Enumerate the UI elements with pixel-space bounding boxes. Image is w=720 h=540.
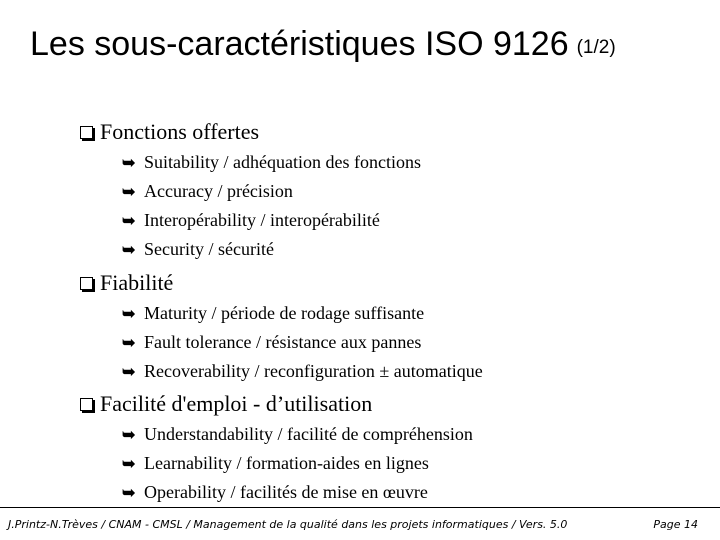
list-item-text: Fault tolerance / résistance aux pannes (144, 332, 422, 352)
curved-arrow-icon: ➥ (122, 427, 136, 444)
list-item (122, 328, 483, 357)
slide-title-main: Les sous-caractéristiques ISO 9126 (30, 25, 569, 63)
list-item (122, 420, 473, 449)
list-item (122, 148, 421, 177)
curved-arrow-icon: ➥ (122, 485, 136, 502)
list-item (122, 177, 421, 206)
section-list-fonctions (122, 148, 421, 264)
footer-divider (0, 507, 720, 508)
section-heading-text: Fonctions offertes (100, 119, 260, 144)
slide-title (30, 22, 710, 72)
list-item (122, 357, 483, 386)
list-item-text: Interopérability / interopérabilité (144, 210, 380, 230)
curved-arrow-icon: ➥ (122, 335, 136, 352)
curved-arrow-icon: ➥ (122, 184, 136, 201)
list-item-text: Operability / facilités de mise en œuvre (144, 482, 428, 502)
list-item-text: Understandability / facilité de compréhension (144, 424, 473, 444)
checkbox-icon (80, 398, 93, 411)
footer-credits: J.Printz-N.Trèves / CNAM - CMSL / Management de la qualité dans les projets informatiques / Vers. 5.0 (8, 518, 568, 531)
list-item-text: Suitability / adhéquation des fonctions (144, 152, 421, 172)
list-item (122, 206, 421, 235)
page-number: Page 14 (653, 518, 698, 531)
section-heading-text: Fiabilité (100, 270, 174, 295)
list-item-text: Recoverability / reconfiguration ± automatique (144, 361, 483, 381)
curved-arrow-icon: ➥ (122, 306, 136, 323)
slide-title-part: (1/2) (576, 37, 616, 58)
list-item-text: Security / sécurité (144, 239, 274, 259)
curved-arrow-icon: ➥ (122, 364, 136, 381)
list-item-text: Learnability / formation-aides en lignes (144, 453, 429, 473)
section-list-facilite (122, 420, 473, 507)
curved-arrow-icon: ➥ (122, 155, 136, 172)
section-list-fiabilite (122, 299, 483, 386)
curved-arrow-icon: ➥ (122, 242, 136, 259)
checkbox-icon (80, 277, 93, 290)
section-heading-fonctions (80, 119, 259, 145)
section-heading-facilite (80, 391, 372, 417)
section-heading-text: Facilité d'emploi - d’utilisation (100, 391, 373, 416)
curved-arrow-icon: ➥ (122, 456, 136, 473)
list-item (122, 478, 473, 507)
checkbox-icon (80, 126, 93, 139)
list-item-text: Accuracy / précision (144, 181, 293, 201)
list-item-text: Maturity / période de rodage suffisante (144, 303, 425, 323)
list-item (122, 299, 483, 328)
curved-arrow-icon: ➥ (122, 213, 136, 230)
section-heading-fiabilite (80, 270, 173, 296)
list-item (122, 449, 473, 478)
list-item (122, 235, 421, 264)
